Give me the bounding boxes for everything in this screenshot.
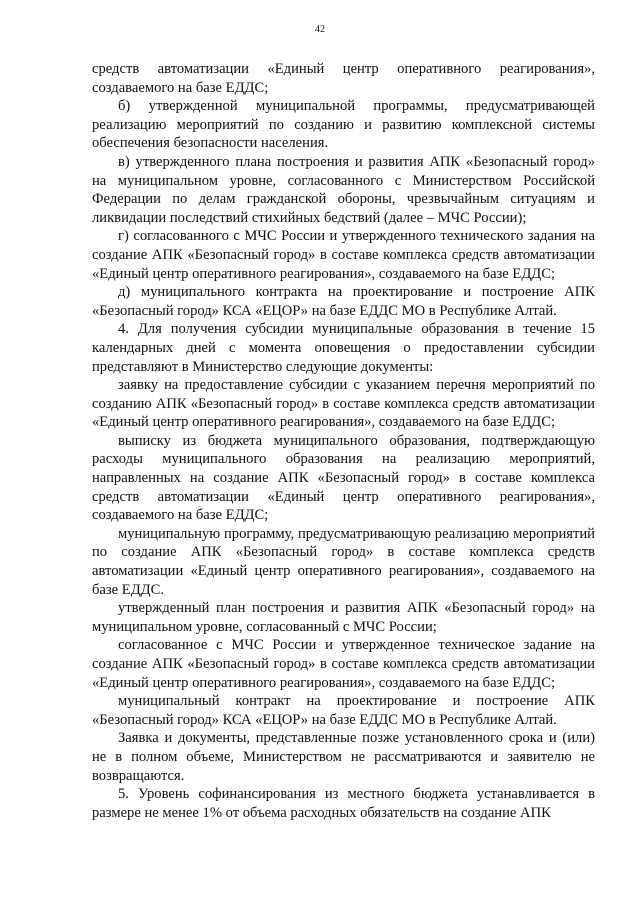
paragraph-municipal-program: муниципальную программу, предусматривающую реализацию мероприятий по создание АПК «Безопасный город» в составе комплекса средств автоматизации «Единый центр оперативного реагирования», создаваемого на базе ЕДДС. <box>92 525 595 598</box>
paragraph-approved-plan: утвержденный план построения и развития АПК «Безопасный город» на муниципальном уровне, согласованный с МЧС России; <box>92 600 595 635</box>
document-body <box>92 60 595 822</box>
paragraph-municipal-contract: муниципальный контракт на проектирование и построение АПК «Безопасный город» КСА «ЕЦОР» на базе ЕДДС МО в Республике Алтай. <box>92 693 595 728</box>
paragraph-section-4: 4. Для получения субсидии муниципальные образования в течение 15 календарных дней с момента оповещения о предоставлении субсидии представляют в Министерство следующие документы: <box>92 321 595 375</box>
paragraph-budget-extract: выписку из бюджета муниципального образования, подтверждающую расходы муниципального образования на реализацию мероприятий, направленных на создание АПК «Безопасный город» в составе комплекса средств автоматизации «Единый центр оперативного реагирования», создаваемого на базе ЕДДС; <box>92 432 595 524</box>
paragraph-technical-task: согласованное с МЧС России и утвержденное техническое задание на создание АПК «Безопасный город» в составе комплекса средств автоматизации «Единый центр оперативного реагирования», создаваемого на базе ЕДДС; <box>92 637 595 691</box>
paragraph-item-d: д) муниципального контракта на проектирование и построение АПК «Безопасный город» КСА «ЕЦОР» на базе ЕДДС МО в Республике Алтай. <box>92 284 595 319</box>
paragraph-section-5: 5. Уровень софинансирования из местного бюджета устанавливается в размере не менее 1% от объема расходных обязательств на создание АПК <box>92 786 595 821</box>
paragraph-late-documents: Заявка и документы, представленные позже установленного срока и (или) не в полном объеме, Министерством не рассматриваются и заявителю не возвращаются. <box>92 730 595 784</box>
paragraph-continuation: средств автоматизации «Единый центр оперативного реагирования», создаваемого на базе ЕДДС; <box>92 61 595 96</box>
paragraph-item-b: б) утвержденной муниципальной программы, предусматривающей реализацию мероприятий по созданию и развитию комплексной системы обеспечения безопасности населения. <box>92 98 595 152</box>
paragraph-item-v: в) утвержденного плана построения и развития АПК «Безопасный город» на муниципальном уровне, согласованного с Министерством Российской Федерации по делам гражданской обороны, чрезвычайным ситуациям и ликвидации последствий стихийных бедствий (далее – МЧС России); <box>92 153 595 226</box>
page-number: 42 <box>315 24 325 35</box>
paragraph-item-g: г) согласованного с МЧС России и утвержденного технического задания на создание АПК «Безопасный город» в составе комплекса средств автоматизации «Единый центр оперативного реагирования», создаваемого на базе ЕДДС; <box>92 228 595 282</box>
paragraph-application: заявку на предоставление субсидии с указанием перечня мероприятий по созданию АПК «Безопасный город» в составе комплекса средств автоматизации «Единый центр оперативного реагирования», создаваемого на базе ЕДДС; <box>92 377 595 431</box>
